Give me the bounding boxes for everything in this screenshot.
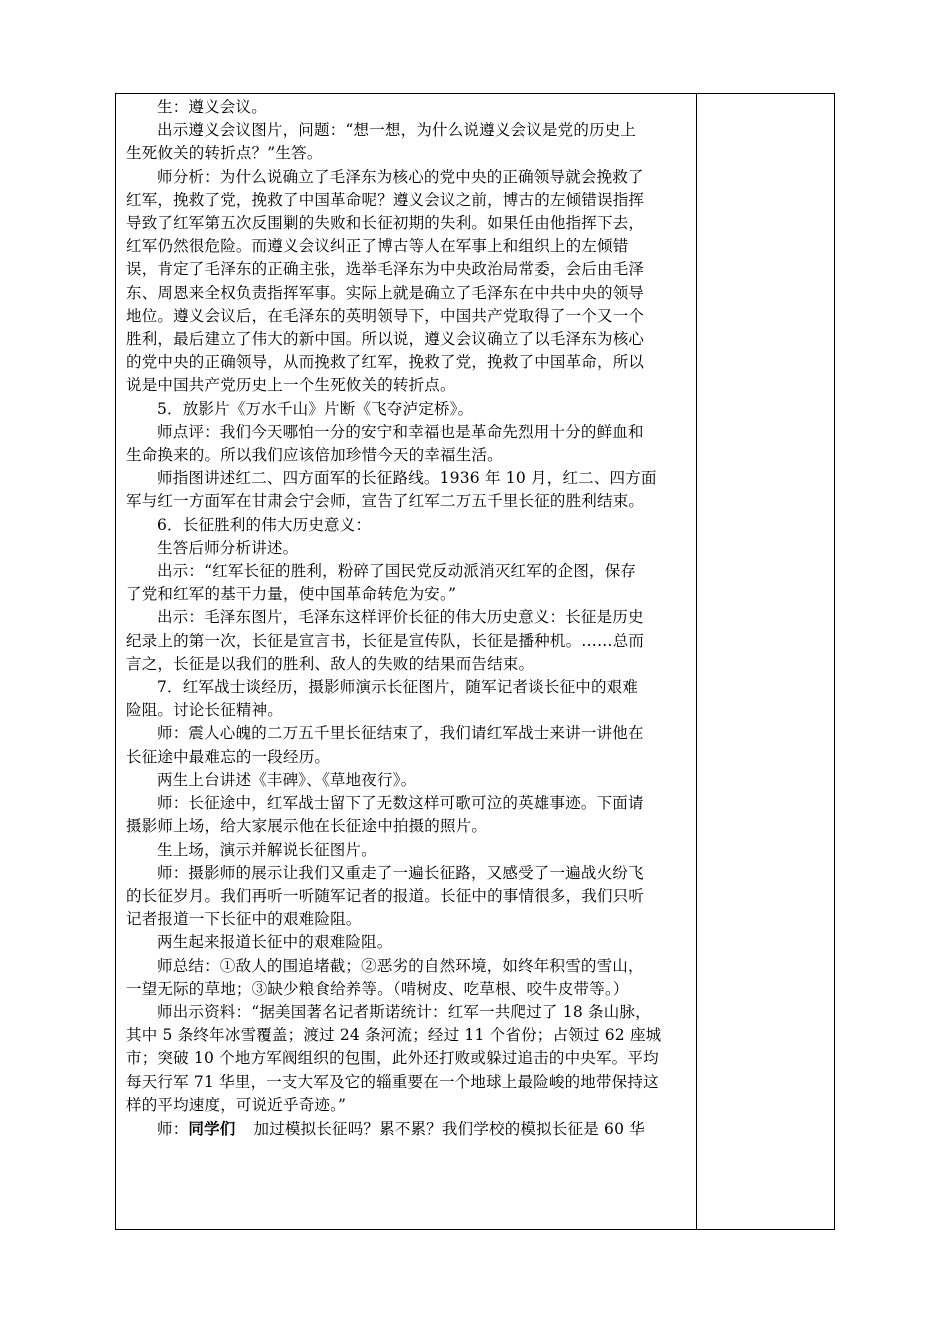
text-line: 记者报道一下长征中的艰难险阻。	[126, 910, 362, 929]
text-line: 两生起来报道长征中的艰难险阻。	[157, 933, 393, 952]
text-line: 师点评：我们今天哪怕一分的安宁和幸福也是革命先烈用十分的鲜血和	[157, 422, 644, 441]
text-line: 生死攸关的转折点？”生答。	[126, 144, 323, 163]
lesson-content-cell	[126, 96, 690, 1141]
text-line: 了党和红军的基干力量，使中国革命转危为安。”	[126, 585, 457, 604]
text-line: 市；突破 10 个地方军阀组织的包围，此外还打败或躲过追击的中央军。平均	[126, 1049, 659, 1068]
text-line-last	[126, 1117, 690, 1141]
text-line: 说是中国共产党历史上一个生死攸关的转折点。	[126, 376, 456, 395]
text-line: 纪录上的第一次，长征是宣言书，长征是宣传队，长征是播种机。……总而	[126, 631, 645, 650]
last-line-bold: 同学们	[188, 1118, 236, 1138]
text-line: 师：震人心魄的二万五千里长征结束了，我们请红军战士来讲一讲他在	[157, 724, 644, 743]
text-line: 导致了红军第五次反围剿的失败和长征初期的失利。如果任由他指挥下去，	[126, 214, 645, 233]
text-line: 长征途中最难忘的一段经历。	[126, 747, 331, 766]
text-line: 出示：“红军长征的胜利，粉碎了国民党反动派消灭红军的企图，保存	[157, 562, 637, 581]
text-line: 每天行军 71 华里，一支大军及它的辎重要在一个地球上最险峻的地带保持这	[126, 1072, 659, 1091]
text-line: 师出示资料：“据美国著名记者斯诺统计：红军一共爬过了 18 条山脉，	[157, 1002, 651, 1021]
text-line: 师：长征途中，红军战士留下了无数这样可歌可泣的英雄事迹。下面请	[157, 794, 644, 813]
text-line: 7．红军战士谈经历，摄影师演示长征图片，随军记者谈长征中的艰难	[157, 678, 639, 697]
text-line: 摄影师上场，给大家展示他在长征途中拍摄的照片。	[126, 817, 488, 836]
text-line: 军与红一方面军在甘肃会宁会师，宣告了红军二万五千里长征的胜利结束。	[126, 492, 645, 511]
text-line: 的长征岁月。我们再听一听随军记者的报道。长征中的事情很多，我们只听	[126, 886, 645, 905]
text-line: 出示遵义会议图片，问题：“想一想，为什么说遵义会议是党的历史上	[157, 121, 637, 140]
text-line: 生命换来的。所以我们应该倍加珍惜今天的幸福生活。	[126, 446, 503, 465]
text-line: 红军，挽救了党，挽救了中国革命呢？遵义会议之前，博古的左倾错误指挥	[126, 190, 645, 209]
text-line: 其中 5 条终年冰雪覆盖；渡过 24 条河流；经过 11 个省份；占领过 62 座城	[126, 1026, 662, 1045]
text-line: 的党中央的正确领导，从而挽救了红军，挽救了党，挽救了中国革命，所以	[126, 353, 645, 372]
text-line: 5．放影片《万水千山》片断《飞夺泸定桥》。	[157, 399, 474, 418]
text-line: 误，肯定了毛泽东的正确主张，选举毛泽东为中央政治局常委，会后由毛泽	[126, 260, 645, 279]
text-line: 师分析：为什么说确立了毛泽东为核心的党中央的正确领导就会挽救了	[157, 167, 644, 186]
text-line: 胜利，最后建立了伟大的新中国。所以说，遵义会议确立了以毛泽东为核心	[126, 330, 645, 349]
text-line: 出示：毛泽东图片，毛泽东这样评价长征的伟大历史意义：长征是历史	[157, 608, 644, 627]
text-line: 师总结：①敌人的围追堵截；②恶劣的自然环境，如终年积雪的雪山，	[157, 956, 644, 975]
text-line: 师指图讲述红二、四方面军的长征路线。1936 年 10 月，红二、四方面	[157, 469, 657, 488]
text-line: 两生上台讲述《丰碑》、《草地夜行》。	[157, 770, 417, 789]
text-line: 东、周恩来全权负责指挥军事。实际上就是确立了毛泽东在中共中央的领导	[126, 283, 645, 302]
text-line: 生答后师分析讲述。	[157, 538, 299, 557]
text-line: 言之，长征是以我们的胜利、敌人的失败的结果而告结束。	[126, 654, 535, 673]
last-line-prefix: 师：	[157, 1119, 189, 1138]
lesson-table	[115, 93, 835, 1230]
column-divider	[696, 94, 697, 1229]
text-line: 地位。遵义会议后，在毛泽东的英明领导下，中国共产党取得了一个又一个	[126, 306, 645, 325]
text-line: 一望无际的草地；③缺少粮食给养等。（啃树皮、吃草根、咬牛皮带等。）	[126, 979, 629, 998]
text-line: 师：摄影师的展示让我们又重走了一遍长征路，又感受了一遍战火纷飞	[157, 863, 644, 882]
text-line: 样的平均速度，可说近乎奇迹。”	[126, 1095, 347, 1114]
text-line: 生：遵义会议。	[157, 98, 267, 116]
text-line: 红军仍然很危险。而遵义会议纠正了博古等人在军事上和组织上的左倾错	[126, 237, 629, 256]
text-line: 险阻。讨论长征精神。	[126, 701, 284, 720]
text-line: 生上场，演示并解说长征图片。	[157, 840, 377, 859]
last-line-rest: 加过模拟长征吗？累不累？我们学校的模拟长征是 60 华	[253, 1119, 645, 1138]
text-line: 6．长征胜利的伟大历史意义：	[157, 515, 372, 534]
